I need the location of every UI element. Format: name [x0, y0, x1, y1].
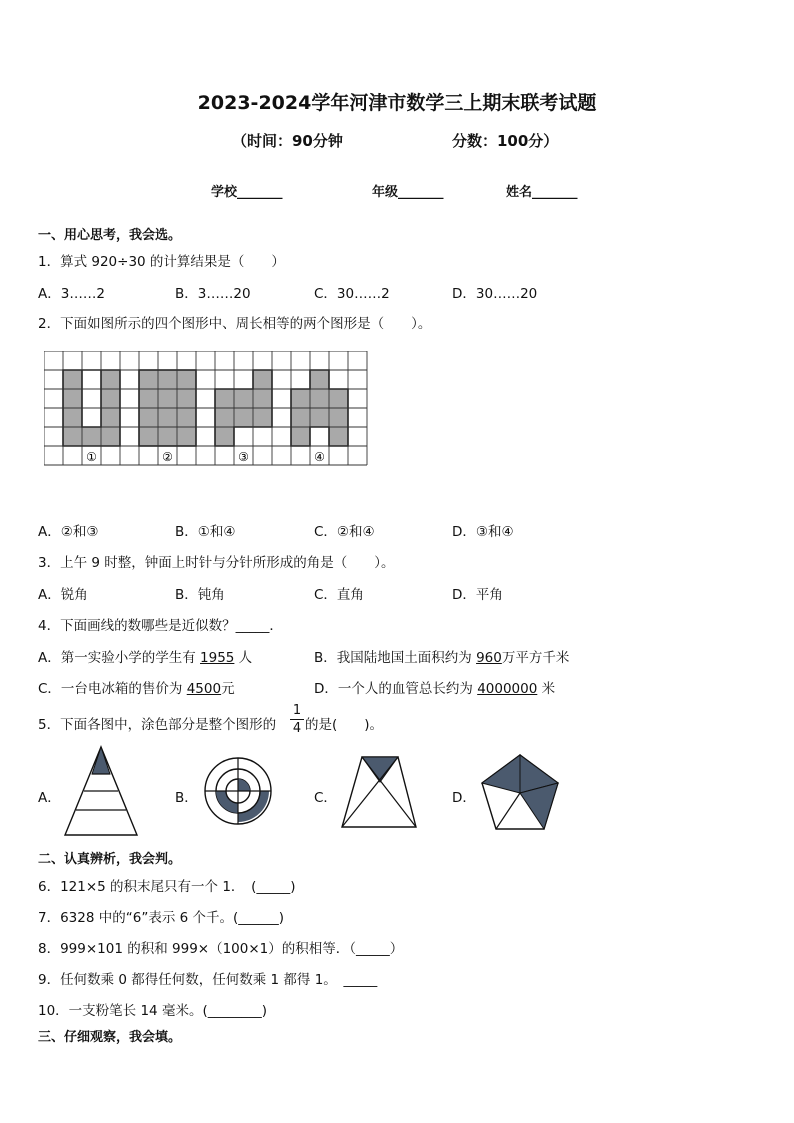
concentric-circles-figure: [203, 755, 273, 827]
q5-option-a[interactable]: A．: [38, 790, 61, 806]
page-title: 2023-2024学年河津市数学三上期末联考试题: [197, 92, 597, 114]
q2-option-b[interactable]: B．①和④: [175, 524, 236, 540]
fraction-numerator: 1: [292, 703, 302, 718]
q5-stem-end: 的是( )。: [305, 717, 384, 733]
q1-option-b[interactable]: B．3……20: [175, 286, 251, 302]
pentagon-figure: [479, 753, 561, 831]
q5-option-d[interactable]: D．: [452, 790, 476, 806]
shape-4-label: ④: [314, 450, 325, 464]
school-field: 学校_______: [211, 185, 283, 200]
q4-option-d[interactable]: D．一个人的血管总长约为 4000000 米: [314, 681, 556, 697]
q2-stem: 2．下面如图所示的四个图形中、周长相等的两个图形是（ ）。: [38, 316, 432, 332]
q5-fraction: [290, 703, 304, 736]
grade-field: 年级_______: [372, 185, 444, 200]
q5-option-c[interactable]: C．: [314, 790, 337, 806]
section-1-heading: 一、用心思考，我会选。: [38, 228, 182, 243]
section-3-heading: 三、仔细观察，我会填。: [38, 1030, 182, 1045]
q3-stem: 3．上午 9 时整，钟面上时针与分针所形成的角是（ ）。: [38, 555, 395, 571]
exam-score: 分数：100分）: [452, 132, 559, 150]
q3-option-d[interactable]: D．平角: [452, 587, 503, 603]
name-field: 姓名_______: [506, 185, 578, 200]
shape-1-label: ①: [86, 450, 97, 464]
q2-grid-figure: [44, 351, 368, 467]
q5-option-b[interactable]: B．: [175, 790, 198, 806]
shape-3-label: ③: [238, 450, 249, 464]
q3-option-b[interactable]: B．钝角: [175, 587, 225, 603]
q9-statement: 9．任何数乘 0 都得任何数，任何数乘 1 都得 1。 _____: [38, 972, 378, 988]
q3-option-c[interactable]: C．直角: [314, 587, 364, 603]
q2-option-d[interactable]: D．③和④: [452, 524, 514, 540]
q4-stem: 4．下面画线的数哪些是近似数？_____．: [38, 618, 283, 634]
q4-option-a[interactable]: A．第一实验小学的学生有 1955 人: [38, 650, 253, 666]
fraction-denominator: 4: [292, 721, 302, 736]
shape-2-label: ②: [162, 450, 173, 464]
q1-stem: 1．算式 920÷30 的计算结果是（ ）: [38, 254, 285, 270]
q1-option-a[interactable]: A．3……2: [38, 286, 105, 302]
q6-statement: 6．121×5 的积末尾只有一个 1． (_____): [38, 879, 296, 895]
exam-time: （时间：90分钟: [232, 132, 343, 150]
section-2-heading: 二、认真辨析，我会判。: [38, 852, 182, 867]
q7-statement: 7．6328 中的“6”表示 6 个千。(______): [38, 910, 285, 926]
q4-option-b[interactable]: B．我国陆地国土面积约为 960万平方千米: [314, 650, 570, 666]
q5-stem-start: 5．下面各图中，涂色部分是整个图形的: [38, 717, 277, 733]
trapezoid-figure: [340, 755, 418, 829]
q8-statement: 8．999×101 的积和 999×（100×1）的积相等．（_____）: [38, 941, 404, 957]
q4-option-c[interactable]: C．一台电冰箱的售价为 4500元: [38, 681, 235, 697]
q2-option-c[interactable]: C．②和④: [314, 524, 375, 540]
q1-option-c[interactable]: C．30……2: [314, 286, 390, 302]
q3-option-a[interactable]: A．锐角: [38, 587, 88, 603]
q2-option-a[interactable]: A．②和③: [38, 524, 99, 540]
q1-option-d[interactable]: D．30……20: [452, 286, 538, 302]
triangle-figure: [63, 745, 139, 837]
q10-statement: 10．一支粉笔长 14 毫米。(________): [38, 1003, 267, 1019]
